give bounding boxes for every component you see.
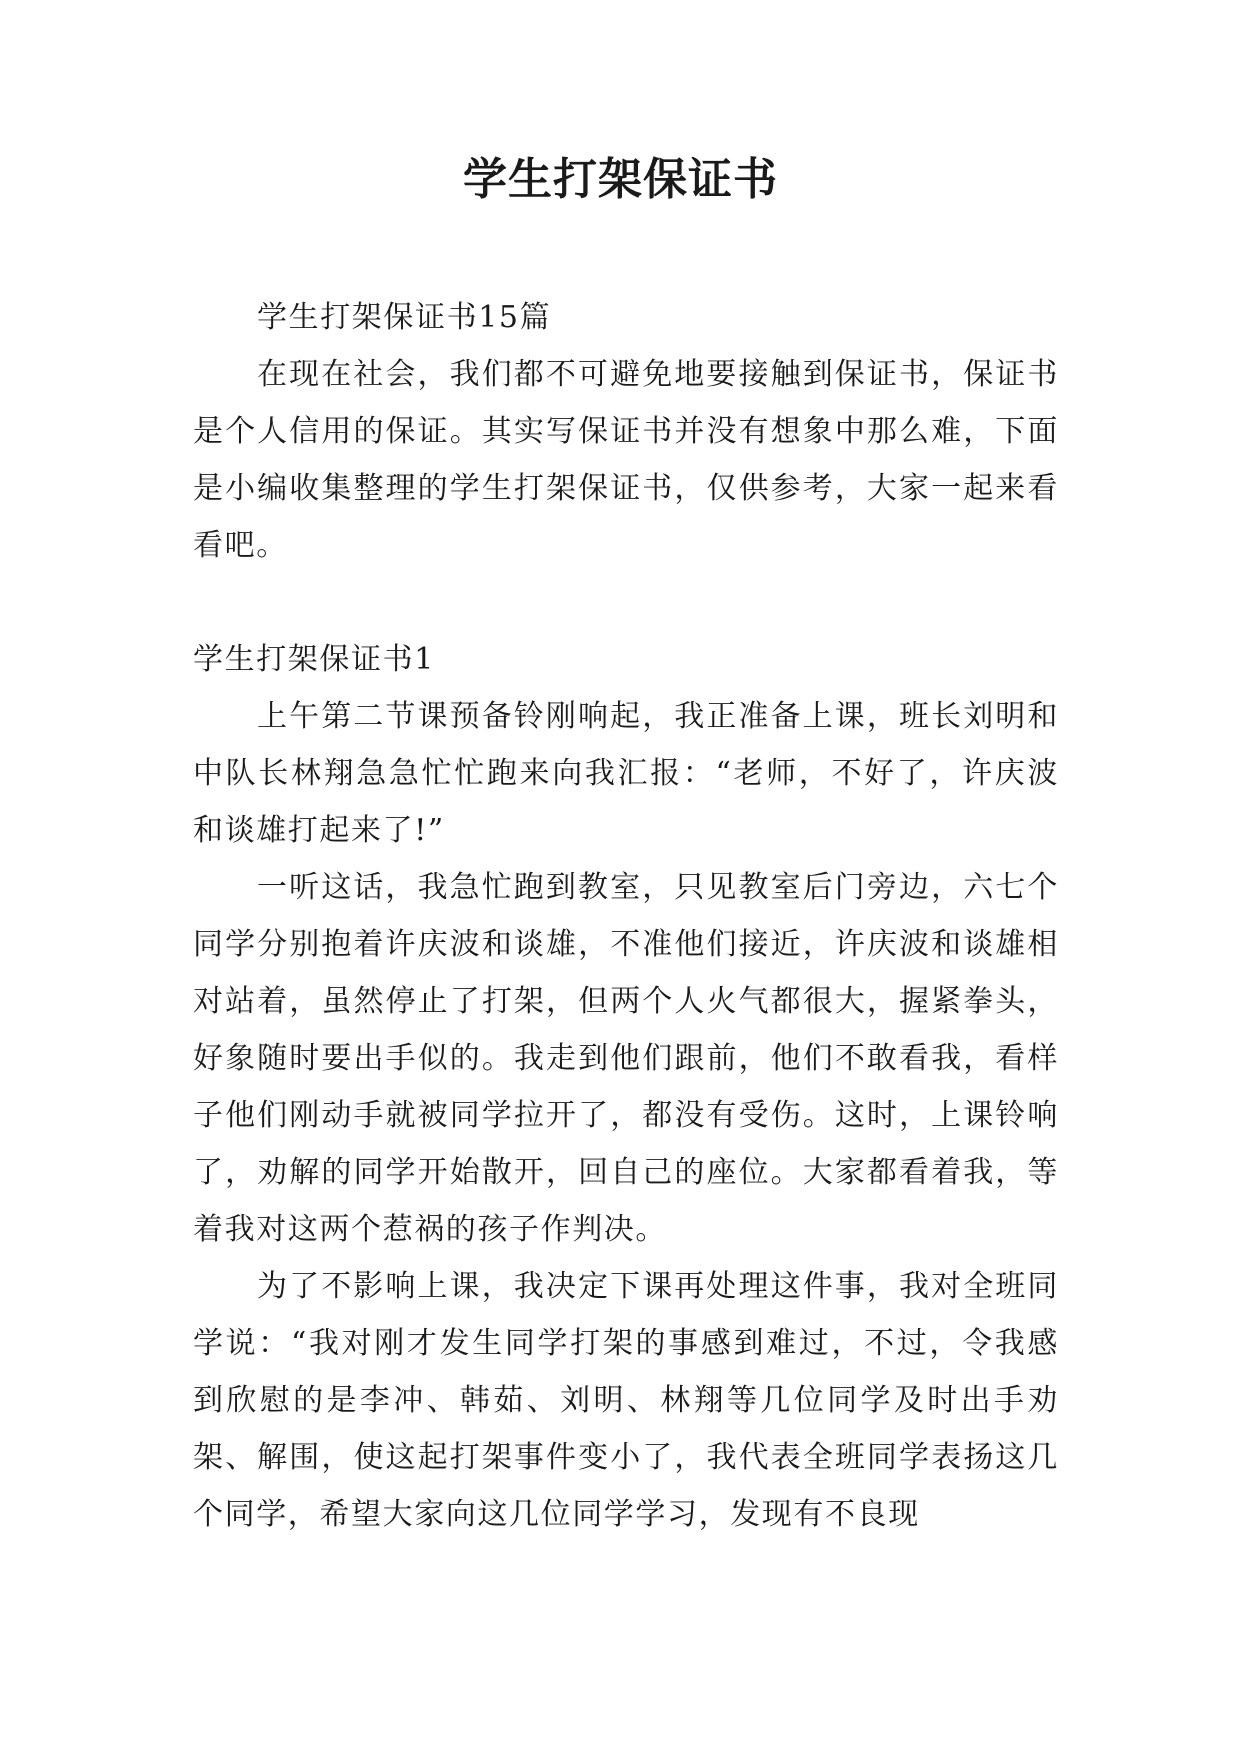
document-body bbox=[193, 289, 1059, 1543]
section-heading: 学生打架保证书1 bbox=[193, 642, 435, 677]
body-paragraph-1: 上午第二节课预备铃刚响起，我正准备上课，班长刘明和中队长林翔急急忙忙跑来向我汇报：“老师，不好了，许庆波和谈雄打起来了!” bbox=[193, 699, 1059, 848]
document-title: 学生打架保证书 bbox=[463, 154, 778, 205]
document-subtitle: 学生打架保证书15篇 bbox=[257, 300, 552, 335]
intro-paragraph: 在现在社会，我们都不可避免地要接触到保证书，保证书是个人信用的保证。其实写保证书并没有想象中那么难，下面是小编收集整理的学生打架保证书，仅供参考，大家一起来看看吧。 bbox=[193, 357, 1059, 563]
body-paragraph-2: 一听这话，我急忙跑到教室，只见教室后门旁边，六七个同学分别抱着许庆波和谈雄，不准他们接近，许庆波和谈雄相对站着，虽然停止了打架，但两个人火气都很大，握紧拳头，好象随时要出手似的。我走到他们跟前，他们不敢看我，看样子他们刚动手就被同学拉开了，都没有受伤。这时，上课铃响了，劝解的同学开始散开，回自己的座位。大家都看着我，等着我对这两个惹祸的孩子作判决。 bbox=[193, 870, 1059, 1247]
section-spacer bbox=[193, 574, 1059, 631]
body-paragraph-3: 为了不影响上课，我决定下课再处理这件事，我对全班同学说：“我对刚才发生同学打架的事感到难过，不过，令我感到欣慰的是李冲、韩茹、刘明、林翔等几位同学及时出手劝架、解围，使这起打架事件变小了，我代表全班同学表扬这几个同学，希望大家向这几位同学学习，发现有不良现 bbox=[193, 1269, 1059, 1532]
